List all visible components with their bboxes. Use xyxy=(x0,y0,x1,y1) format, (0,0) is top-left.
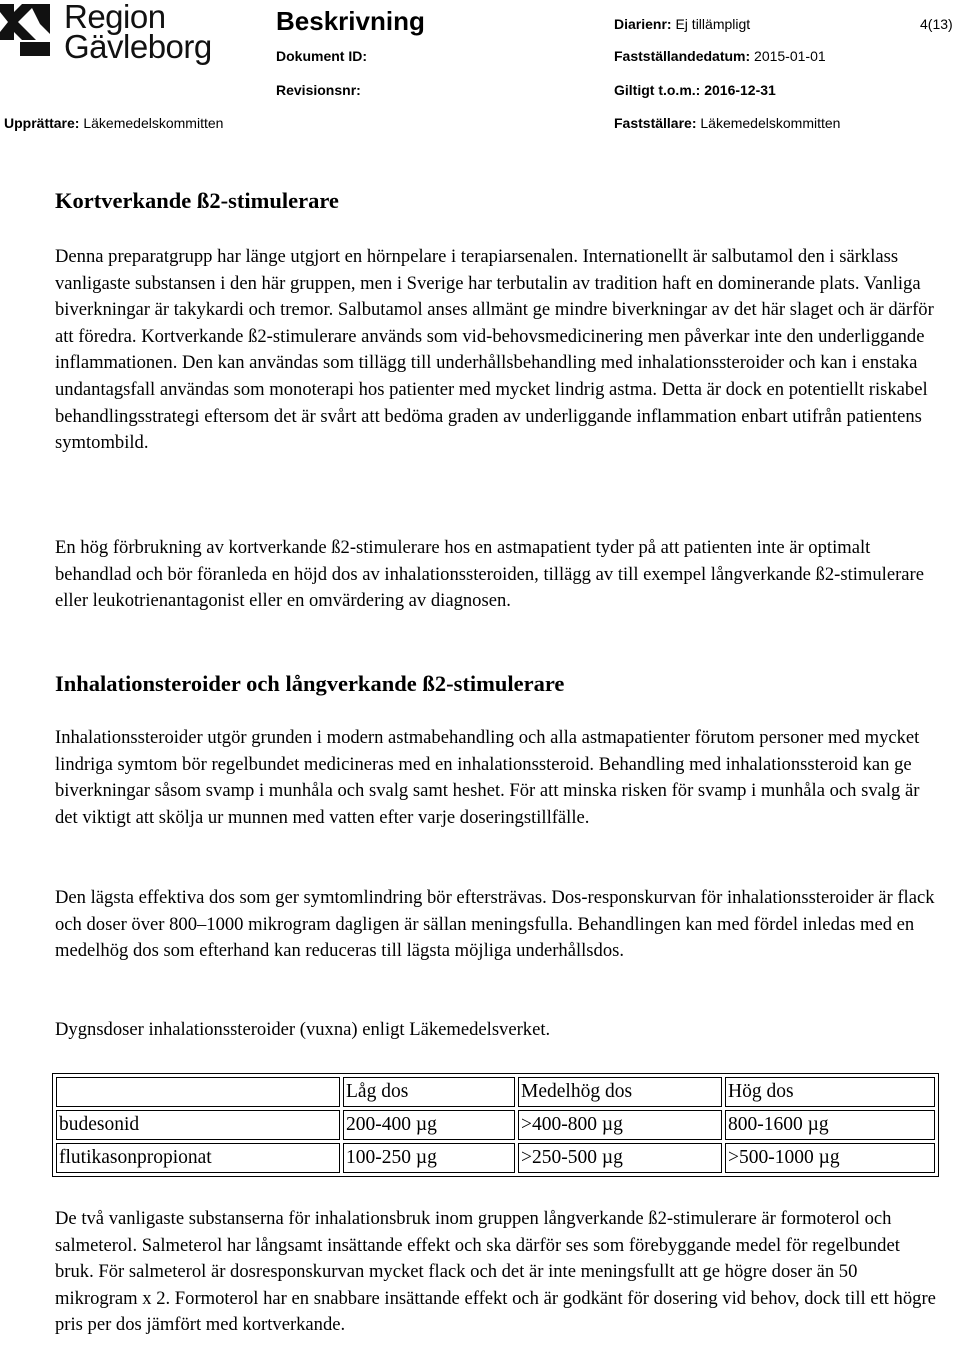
faststallare-field: Fastställare: Läkemedelskommitten xyxy=(614,115,841,131)
table-cell: 200-400 µg xyxy=(343,1110,515,1140)
dose-table xyxy=(52,1073,939,1177)
table-cell: >500-1000 µg xyxy=(725,1143,935,1173)
paragraph-inhalation-1: Inhalationssteroider utgör grunden i modern astmabehandling och alla astmapatienter förutom personer med mycket lindriga symtom bör regelbundet medicineras med en inhalationssteroid. Behandling med inhalationssteroid kan ge biverkningar såsom svamp i munhåla och svalg samt heshet. För att minska risken för svamp i munhåla och svalg är det viktigt att skölja ur munnen med vatten efter varje doseringstillfälle. xyxy=(55,727,920,828)
region-gavleborg-logo xyxy=(0,0,215,70)
table-row xyxy=(56,1143,935,1173)
table-cell: budesonid xyxy=(56,1110,340,1140)
table-cell: >400-800 µg xyxy=(518,1110,722,1140)
diarienr-field: Diarienr: Ej tillämpligt xyxy=(614,16,751,32)
logo-line-2: Gävleborg xyxy=(64,28,212,65)
table-header-cell: Hög dos xyxy=(725,1077,935,1107)
table-header-row xyxy=(56,1077,935,1107)
table-header-cell: Låg dos xyxy=(343,1077,515,1107)
heading-kortverkande: Kortverkande ß2-stimulerare xyxy=(55,188,339,213)
paragraph-kortverkande-1: Denna preparatgrupp har länge utgjort en hörnpelare i terapiarsenalen. Internationellt är salbutamol den i särklass vanligaste substansen i den här gruppen, men i Sverige har terbutalin av tradition haft en dominerande plats. Vanliga biverkningar är takykardi och tremor. Salbutamol anses allmänt ge mindre biverkningar av det här slaget och är därför att föredra. Kortverkande ß2-stimulerare används som vid-behovsmedicinering men påverkar inte den underliggande inflammationen. Den kan användas som tillägg till underhållsbehandling med inhalationssteroider och kan i enstaka undantagsfall användas som monoterapi hos patienter med mycket lindrig astma. Detta är dock en potentiellt riskabel behandlingsstrategi eftersom det är svårt att bedöma graden av underliggande inflammation enbart utifrån patientens symtombild. xyxy=(55,246,934,454)
table-header-cell: Medelhög dos xyxy=(518,1077,722,1107)
dokument-id-label: Dokument ID: xyxy=(276,48,367,64)
table-header-cell xyxy=(56,1077,340,1107)
table-cell: flutikasonpropionat xyxy=(56,1143,340,1173)
revisionsnr-label: Revisionsnr: xyxy=(276,82,361,98)
table-cell: >250-500 µg xyxy=(518,1143,722,1173)
page-number: 4(13) xyxy=(920,16,953,32)
paragraph-kortverkande-2: En hög förbrukning av kortverkande ß2-stimulerare hos en astmapatient tyder på att patienten inte är optimalt behandlad och bör föranleda en höjd dos av inhalationssteroiden, tillägg av till exempel långverkande ß2-stimulerare eller leukotrienantagonist eller en omvärdering av diagnosen. xyxy=(55,537,924,612)
upprattare-field: Upprättare: Läkemedelskommitten xyxy=(4,115,224,131)
document-type-title: Beskrivning xyxy=(276,6,425,36)
faststallandedatum-field: Fastställandedatum: 2015-01-01 xyxy=(614,48,826,64)
table-cell: 800-1600 µg xyxy=(725,1110,935,1140)
table-cell: 100-250 µg xyxy=(343,1143,515,1173)
paragraph-langverkande: De två vanligaste substanserna för inhalationsbruk inom gruppen långverkande ß2-stimulerare är formoterol och salmeterol. Salmeterol har långsamt insättande effekt och ska därför ses som förebyggande medel för regelbundet bruk. För salmeterol är dosresponskurvan mycket flack och det är inte meningsfullt att ge högre doser än 50 mikrogram x 2. Formoterol har en snabbare insättande effekt och är godkänt för dosering vid behov, dock till ett högre pris per dos jämfört med kortverkande. xyxy=(55,1208,936,1336)
heading-inhalationsteroider: Inhalationsteroider och långverkande ß2-stimulerare xyxy=(55,671,565,696)
table-row xyxy=(56,1110,935,1140)
logo-mark-icon xyxy=(0,4,50,56)
paragraph-table-caption: Dygnsdoser inhalationssteroider (vuxna) enligt Läkemedelsverket. xyxy=(55,1019,551,1040)
paragraph-inhalation-2: Den lägsta effektiva dos som ger symtomlindring bör eftersträvas. Dos-responskurvan för inhalationssteroider är flack och doser över 800–1000 mikrogram dagligen är sällan meningsfulla. Behandlingen kan med fördel inledas med en medelhög dos som efterhand kan reduceras till lägsta möjliga underhållsdos. xyxy=(55,887,935,962)
logo-line-1: Region xyxy=(64,0,166,35)
giltigt-field: Giltigt t.o.m.: 2016-12-31 xyxy=(614,82,776,98)
